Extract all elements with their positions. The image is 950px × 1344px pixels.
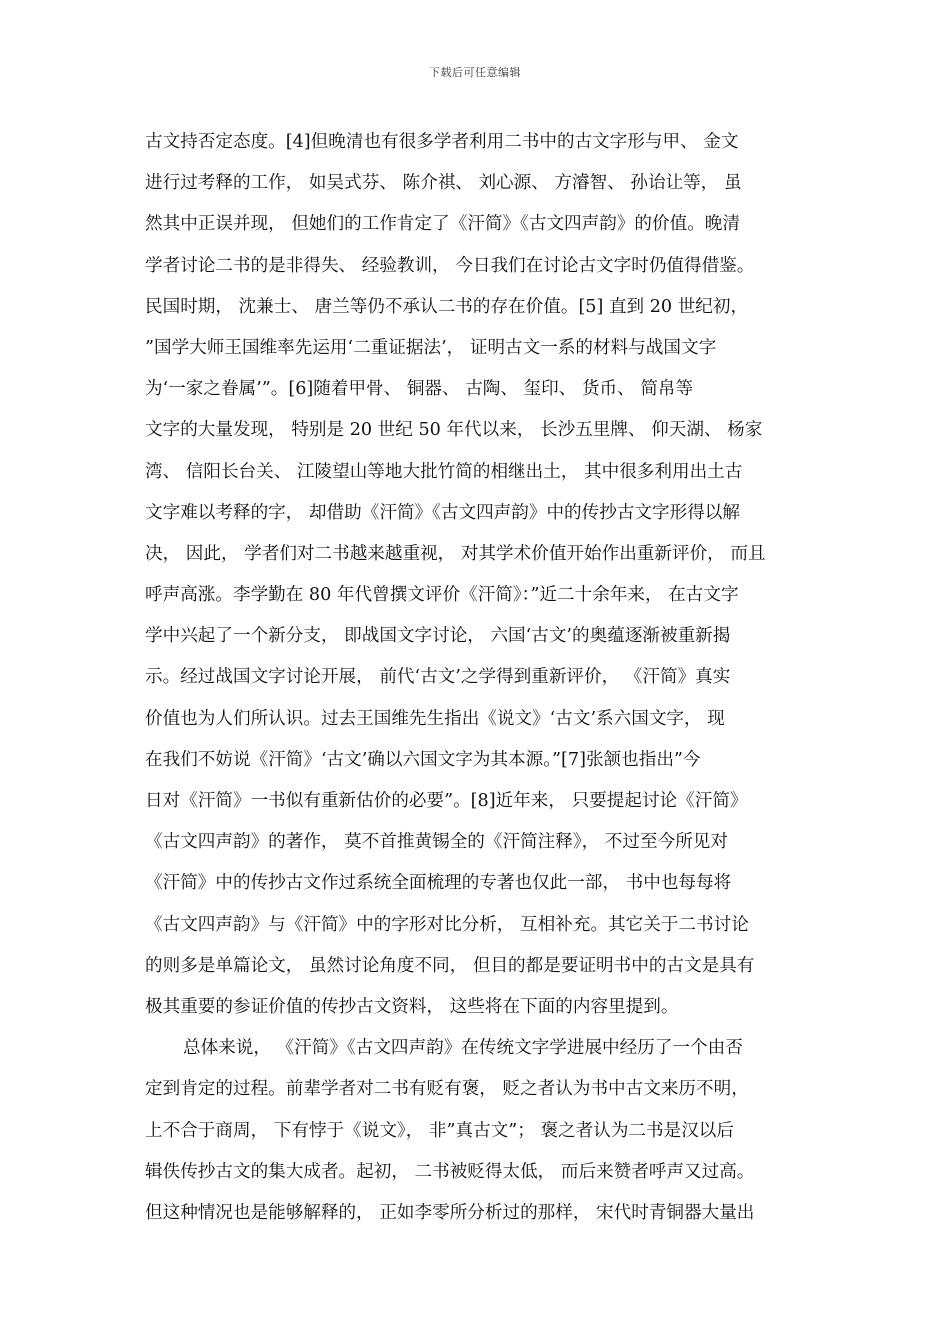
text-line: 《古文四声韵》与《汗简》中的字形对比分析， 互相补充。其它关于二书讨论 bbox=[145, 914, 749, 935]
text-line: 古文持否定态度。[4]但晚清也有很多学者利用二书中的古文字形与甲、 金文 bbox=[145, 132, 739, 152]
text-line: 为‘一家之眷属’”。[6]随着甲骨、 铜器、 古陶、 玺印、 货币、 简帛等 bbox=[145, 379, 694, 400]
text-line: 在我们不妨说《汗简》‘古文’确以六国文字为其本源。”[7]张颔也指出”今 bbox=[145, 749, 701, 770]
body-text bbox=[145, 122, 810, 1234]
text-line: 文字的大量发现， 特别是 20 世纪 50 年代以来， 长沙五里牌、 仰天湖、 杨家 bbox=[145, 420, 763, 441]
page-header: 下载后可任意编辑 bbox=[429, 66, 521, 79]
text-line: 然其中正误并现， 但她们的工作肯定了《汗简》《古文四声韵》的价值。晚清 bbox=[145, 214, 740, 235]
text-line: 呼声高涨。李学勤在 80 年代曾撰文评价《汗简》：”近二十余年来， 在古文字 bbox=[145, 585, 739, 606]
text-line: 上不合于商周， 下有悖于《说文》， 非”真古文”； 褒之者认为二书是汉以后 bbox=[145, 1120, 734, 1141]
text-line: 辑佚传抄古文的集大成者。起初， 二书被贬得太低， 而后来赞者呼声又过高。 bbox=[145, 1161, 755, 1182]
text-line: 决， 因此， 学者们对二书越来越重视， 对其学术价值开始作出重新评价， 而且 bbox=[145, 543, 766, 564]
text-line: 极其重要的参证价值的传抄古文资料， 这些将在下面的内容里提到。 bbox=[145, 996, 679, 1017]
text-line: 学中兴起了一个新分支， 即战国文字讨论， 六国‘古文’的奥蕴逐渐被重新揭 bbox=[145, 626, 731, 647]
text-line: 文字难以考释的字， 却借助《汗简》《古文四声韵》中的传抄古文字形得以解 bbox=[145, 502, 740, 523]
text-line: 《汗简》中的传抄古文作过系统全面梳理的专著也仅此一部， 书中也每每将 bbox=[145, 873, 732, 894]
text-line: 定到肯定的过程。前辈学者对二书有贬有褒， 贬之者认为书中古文来历不明， bbox=[145, 1079, 749, 1100]
text-line: 但这种情况也是能够解释的， 正如李零所分析过的那样， 宋代时青铜器大量出 bbox=[145, 1202, 755, 1223]
text-line: 湾、 信阳长台关、 江陵望山等地大批竹简的相继出土， 其中很多利用出土古 bbox=[145, 461, 743, 482]
text-line: ”国学大师王国维率先运用‘二重证据法’， 证明古文一系的材料与战国文字 bbox=[145, 337, 717, 358]
text-line: 进行过考释的工作， 如吴式芬、 陈介祺、 刘心源、 方濬智、 孙诒让等， 虽 bbox=[145, 173, 742, 194]
text-line: 学者讨论二书的是非得失、 经验教训， 今日我们在讨论古文字时仍值得借鉴。 bbox=[145, 255, 755, 276]
text-line: 日对《汗简》一书似有重新估价的必要”。[8]近年来， 只要提起讨论《汗简》 bbox=[145, 791, 748, 811]
text-line: 民国时期， 沈兼士、 唐兰等仍不承认二书的存在价值。[5] 直到 20 世纪初， bbox=[145, 296, 749, 317]
text-line: 的则多是单篇论文， 虽然讨论角度不同， 但目的都是要证明书中的古文是具有 bbox=[145, 955, 755, 976]
text-line: 示。经过战国文字讨论开展， 前代‘古文’之学得到重新评价， 《汗简》真实 bbox=[145, 667, 731, 688]
paragraph-first-line: 总体来说， 《汗简》《古文四声韵》在传统文字学进展中经历了一个由否 bbox=[183, 1038, 743, 1059]
text-line: 《古文四声韵》的著作， 莫不首推黄锡全的《汗简注释》， 不过至今所见对 bbox=[145, 832, 728, 853]
text-line: 价值也为人们所认识。过去王国维先生指出《说文》‘古文’系六国文字， 现 bbox=[145, 708, 725, 729]
